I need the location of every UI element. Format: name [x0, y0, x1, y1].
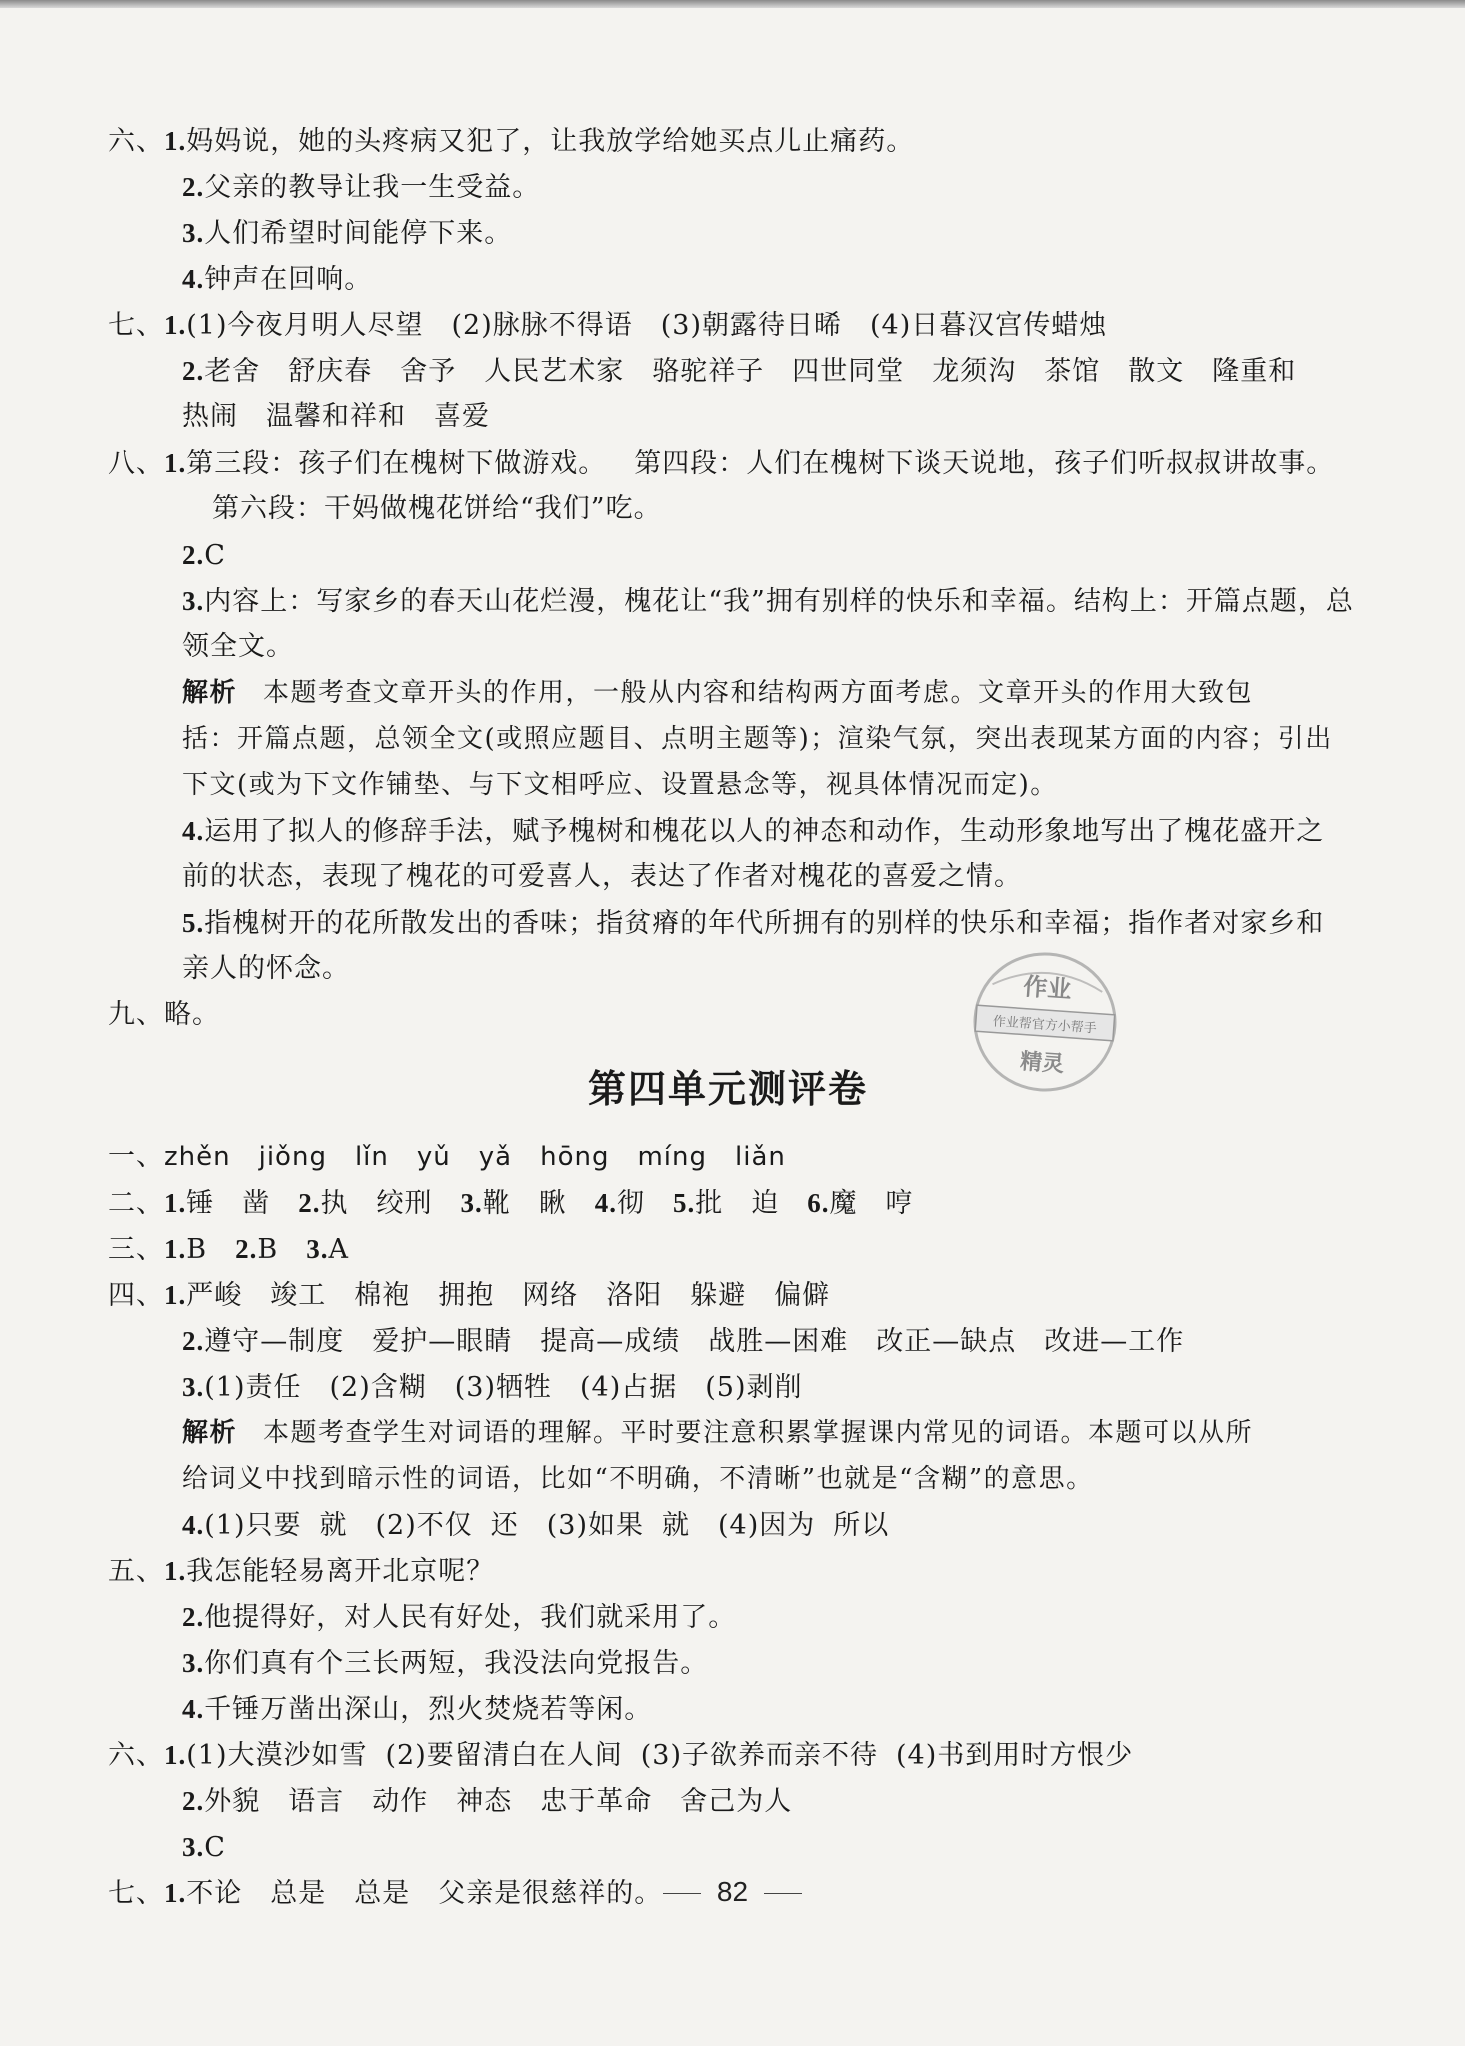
s6-q4: 4.钟声在回响。 — [182, 264, 373, 295]
s8-q2: 2.C — [182, 540, 226, 571]
s8-q1: 八、1.第三段：孩子们在槐树下做游戏。 第四段：人们在槐树下谈天说地，孩子们听叔叔讲故事。 — [108, 448, 1335, 479]
s8-q4-cont: 前的状态，表现了槐花的可爱喜人，表达了作者对槐花的喜爱之情。 — [182, 861, 1022, 892]
s8-analysis-line3: 下文(或为下文作铺垫、与下文相呼应、设置悬念等，视具体情况而定)。 — [182, 770, 1058, 800]
section-prefix: 六、 — [108, 126, 164, 157]
u4-s4-q4: 4.(1)只要 就 (2)不仅 还 (3)如果 就 (4)因为 所以 — [182, 1510, 890, 1541]
u4-s4-q3: 3.(1)责任 (2)含糊 (3)牺牲 (4)占据 (5)剥削 — [182, 1372, 803, 1403]
section-prefix: 一、 — [108, 1141, 164, 1172]
s8-q3-cont: 领全文。 — [182, 631, 294, 662]
u4-s2: 二、1.锤 凿 2.执 绞刑 3.靴 瞅 4.彻 5.批 迫 6.魔 哼 — [108, 1188, 914, 1219]
stamp-bottom: 精灵 — [1019, 1049, 1065, 1078]
u4-s4-analysis: 解析 本题考查学生对词语的理解。平时要注意积累掌握课内常见的词语。本题可以从所 — [182, 1418, 1254, 1448]
s8-q5: 5.指槐树开的花所散发出的香味；指贫瘠的年代所拥有的别样的快乐和幸福；指作者对家乡和 — [182, 908, 1325, 939]
page-number: 82 — [0, 1876, 1465, 1908]
u4-s4-q2: 2.遵守—制度 爱护—眼睛 提高—成绩 战胜—困难 改正—缺点 改进—工作 — [182, 1326, 1185, 1357]
analysis-label: 解析 — [182, 678, 238, 708]
s6-q1: 六、1.妈妈说，她的头疼病又犯了，让我放学给她买点儿止痛药。 — [108, 126, 915, 157]
u4-s5-q3: 3.你们真有个三长两短，我没法向党报告。 — [182, 1648, 709, 1679]
s6-q2: 2.父亲的教导让我一生受益。 — [182, 172, 541, 203]
u4-s6-q3: 3.C — [182, 1832, 226, 1863]
stamp-title: 作业 — [1022, 972, 1073, 1004]
s7-q2: 2.老舍 舒庆春 舍予 人民艺术家 骆驼祥子 四世同堂 龙须沟 茶馆 散文 隆重和 — [182, 356, 1297, 387]
s8-q1-cont: 第六段：干妈做槐花饼给“我们”吃。 — [212, 493, 662, 524]
u4-s3: 三、1.B 2.B 3.A — [108, 1234, 349, 1265]
stamp-band: 作业帮官方小帮手 — [992, 1014, 1098, 1037]
answer-page — [108, 118, 1354, 1916]
u4-s6-q2: 2.外貌 语言 动作 神态 忠于革命 舍己为人 — [182, 1786, 793, 1817]
u4-s4-analysis-line2: 给词义中找到暗示性的词语，比如“不明确，不清晰”也就是“含糊”的意思。 — [182, 1464, 1094, 1494]
s8-q5-cont: 亲人的怀念。 — [182, 953, 350, 984]
s8-analysis-line2: 括：开篇点题，总领全文(或照应题目、点明主题等)；渲染气氛，突出表现某方面的内容；引出 — [182, 724, 1333, 754]
u4-s5-q1: 五、1.我怎能轻易离开北京呢？ — [108, 1556, 495, 1587]
s6-q3: 3.人们希望时间能停下来。 — [182, 218, 513, 249]
section-prefix: 八、 — [108, 448, 164, 479]
u4-s1: 一、zhěn jiǒng lǐn yǔ yǎ hōng míng liǎn — [108, 1141, 786, 1172]
section-prefix: 三、 — [108, 1234, 164, 1265]
unit-title: 第四单元测评卷 — [587, 1067, 868, 1111]
section-prefix: 七、 — [108, 1878, 164, 1909]
section-prefix: 七、 — [108, 310, 164, 341]
section-prefix: 五、 — [108, 1556, 164, 1587]
section-prefix: 二、 — [108, 1188, 164, 1219]
u4-s7-q1: 七、1.不论 总是 总是 父亲是很慈祥的。 — [108, 1878, 663, 1909]
s7-q2-cont: 热闹 温馨和祥和 喜爱 — [182, 401, 490, 432]
u4-s4-q1: 四、1.严峻 竣工 棉袍 拥抱 网络 洛阳 躲避 偏僻 — [108, 1280, 831, 1311]
analysis-label: 解析 — [182, 1418, 238, 1448]
section-prefix: 六、 — [108, 1740, 164, 1771]
s8-q3: 3.内容上：写家乡的春天山花烂漫，槐花让“我”拥有别样的快乐和幸福。结构上：开篇点题，总 — [182, 586, 1354, 617]
s9: 九、略。 — [108, 999, 220, 1030]
section-prefix: 四、 — [108, 1280, 164, 1311]
homework-stamp-logo — [965, 943, 1125, 1101]
section-prefix: 九、 — [108, 999, 164, 1030]
u4-s6-q1: 六、1.(1)大漠沙如雪 (2)要留清白在人间 (3)子欲养而亲不待 (4)书到用时方恨少 — [108, 1740, 1134, 1771]
s8-analysis: 解析 本题考查文章开头的作用，一般从内容和结构两方面考虑。文章开头的作用大致包 — [182, 678, 1254, 708]
s7-q1: 七、1.(1)今夜月明人尽望 (2)脉脉不得语 (3)朝露待日晞 (4)日暮汉宫传蜡烛 — [108, 310, 1108, 341]
u4-s5-q4: 4.千锤万凿出深山，烈火焚烧若等闲。 — [182, 1694, 653, 1725]
s8-q4: 4.运用了拟人的修辞手法，赋予槐树和槐花以人的神态和动作，生动形象地写出了槐花盛开之 — [182, 816, 1325, 847]
scan-top-edge — [0, 0, 1465, 8]
u4-s5-q2: 2.他提得好，对人民有好处，我们就采用了。 — [182, 1602, 737, 1633]
